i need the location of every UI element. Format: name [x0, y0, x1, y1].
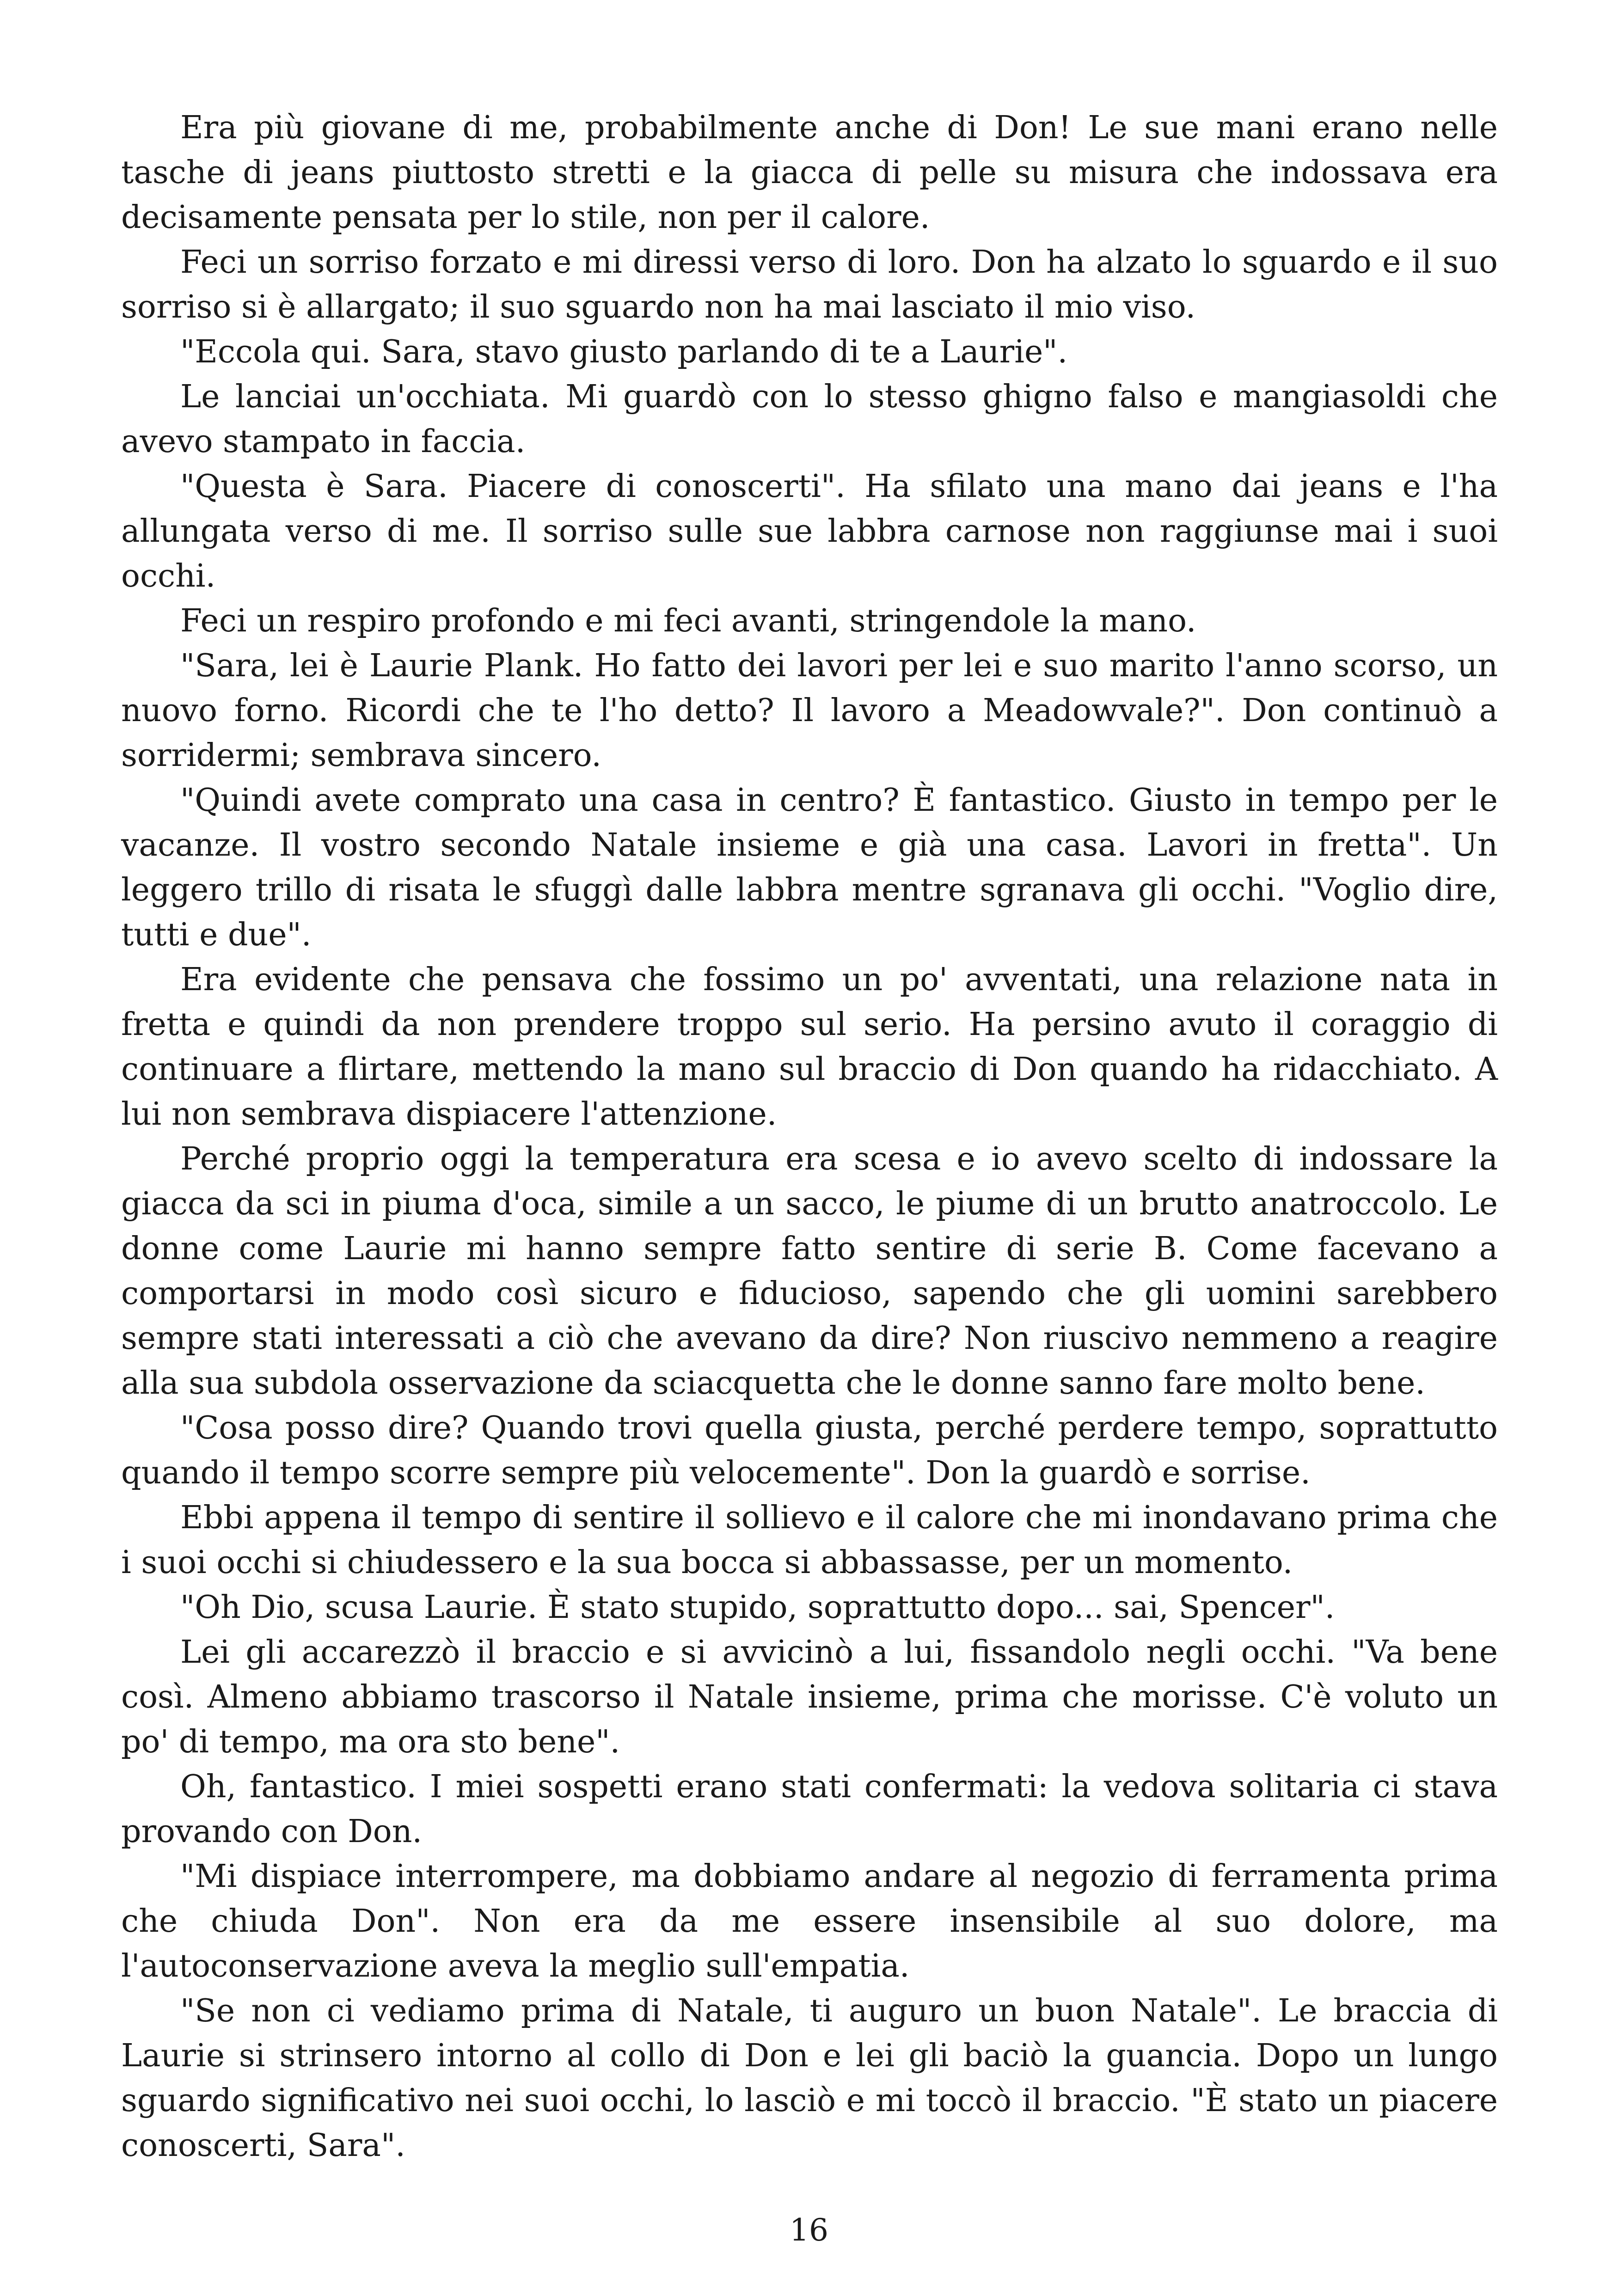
paragraph: "Quindi avete comprato una casa in centro? È fantastico. Giusto in tempo per le vacanze. Il vostro secondo Natale insieme e già una casa. Lavori in fretta". Un leggero trillo di risata le sfuggì dalle labbra mentre sgranava gli occhi. "Voglio dire, tutti e due".	[121, 782, 1498, 953]
page-number: 16	[790, 2212, 828, 2248]
paragraph: "Se non ci vediamo prima di Natale, ti auguro un buon Natale". Le braccia di Laurie si strinsero intorno al collo di Don e lei gli baciò la guancia. Dopo un lungo sguardo significativo nei suoi occhi, lo lasciò e mi toccò il braccio. "È stato un piacere conoscerti, Sara".	[121, 1993, 1498, 2164]
paragraph: "Eccola qui. Sara, stavo giusto parlando di te a Laurie".	[180, 334, 1068, 370]
document-page	[121, 105, 1498, 2186]
paragraph: "Mi dispiace interrompere, ma dobbiamo andare al negozio di ferramenta prima che chiuda Don". Non era da me essere insensibile al suo dolore, ma l'autoconservazione aveva la meglio sull'empatia.	[121, 1858, 1498, 1984]
paragraph: "Sara, lei è Laurie Plank. Ho fatto dei lavori per lei e suo marito l'anno scorso, un nuovo forno. Ricordi che te l'ho detto? Il lavoro a Meadowvale?". Don continuò a sorridermi; sembrava sincero.	[121, 648, 1498, 774]
paragraph: "Cosa posso dire? Quando trovi quella giusta, perché perdere tempo, soprattutto quando il tempo scorre sempre più velocemente". Don la guardò e sorrise.	[121, 1410, 1498, 1491]
paragraph: Feci un respiro profondo e mi feci avanti, stringendole la mano.	[180, 603, 1196, 639]
paragraph: Era più giovane di me, probabilmente anche di Don! Le sue mani erano nelle tasche di jeans piuttosto stretti e la giacca di pelle su misura che indossava era decisamente pensata per lo stile, non per il calore.	[121, 110, 1498, 236]
paragraph: "Oh Dio, scusa Laurie. È stato stupido, soprattutto dopo... sai, Spencer".	[180, 1589, 1335, 1626]
paragraph: Lei gli accarezzò il braccio e si avvicinò a lui, fissandolo negli occhi. "Va bene così. Almeno abbiamo trascorso il Natale insieme, prima che morisse. C'è voluto un po' di tempo, ma ora sto bene".	[121, 1634, 1498, 1760]
paragraph: Le lanciai un'occhiata. Mi guardò con lo stesso ghigno falso e mangiasoldi che avevo stampato in faccia.	[121, 379, 1498, 460]
paragraph: Perché proprio oggi la temperatura era scesa e io avevo scelto di indossare la giacca da sci in piuma d'oca, simile a un sacco, le piume di un brutto anatroccolo. Le donne come Laurie mi hanno sempre fatto sentire di serie B. Come facevano a comportarsi in modo così sicuro e fiducioso, sapendo che gli uomini sarebbero sempre stati interessati a ciò che avevano da dire? Non riuscivo nemmeno a reagire alla sua subdola osservazione da sciacquetta che le donne sanno fare molto bene.	[121, 1141, 1498, 1402]
paragraph: Oh, fantastico. I miei sospetti erano stati confermati: la vedova solitaria ci stava provando con Don.	[121, 1769, 1498, 1850]
paragraph: "Questa è Sara. Piacere di conoscerti". Ha sfilato una mano dai jeans e l'ha allungata verso di me. Il sorriso sulle sue labbra carnose non raggiunse mai i suoi occhi.	[121, 468, 1498, 594]
paragraph: Ebbi appena il tempo di sentire il sollievo e il calore che mi inondavano prima che i suoi occhi si chiudessero e la sua bocca si abbassasse, per un momento.	[121, 1500, 1498, 1581]
paragraph: Era evidente che pensava che fossimo un po' avventati, una relazione nata in fretta e quindi da non prendere troppo sul serio. Ha persino avuto il coraggio di continuare a flirtare, mettendo la mano sul braccio di Don quando ha ridacchiato. A lui non sembrava dispiacere l'attenzione.	[121, 961, 1498, 1133]
paragraph: Feci un sorriso forzato e mi diressi verso di loro. Don ha alzato lo sguardo e il suo sorriso si è allargato; il suo sguardo non ha mai lasciato il mio viso.	[121, 244, 1498, 325]
